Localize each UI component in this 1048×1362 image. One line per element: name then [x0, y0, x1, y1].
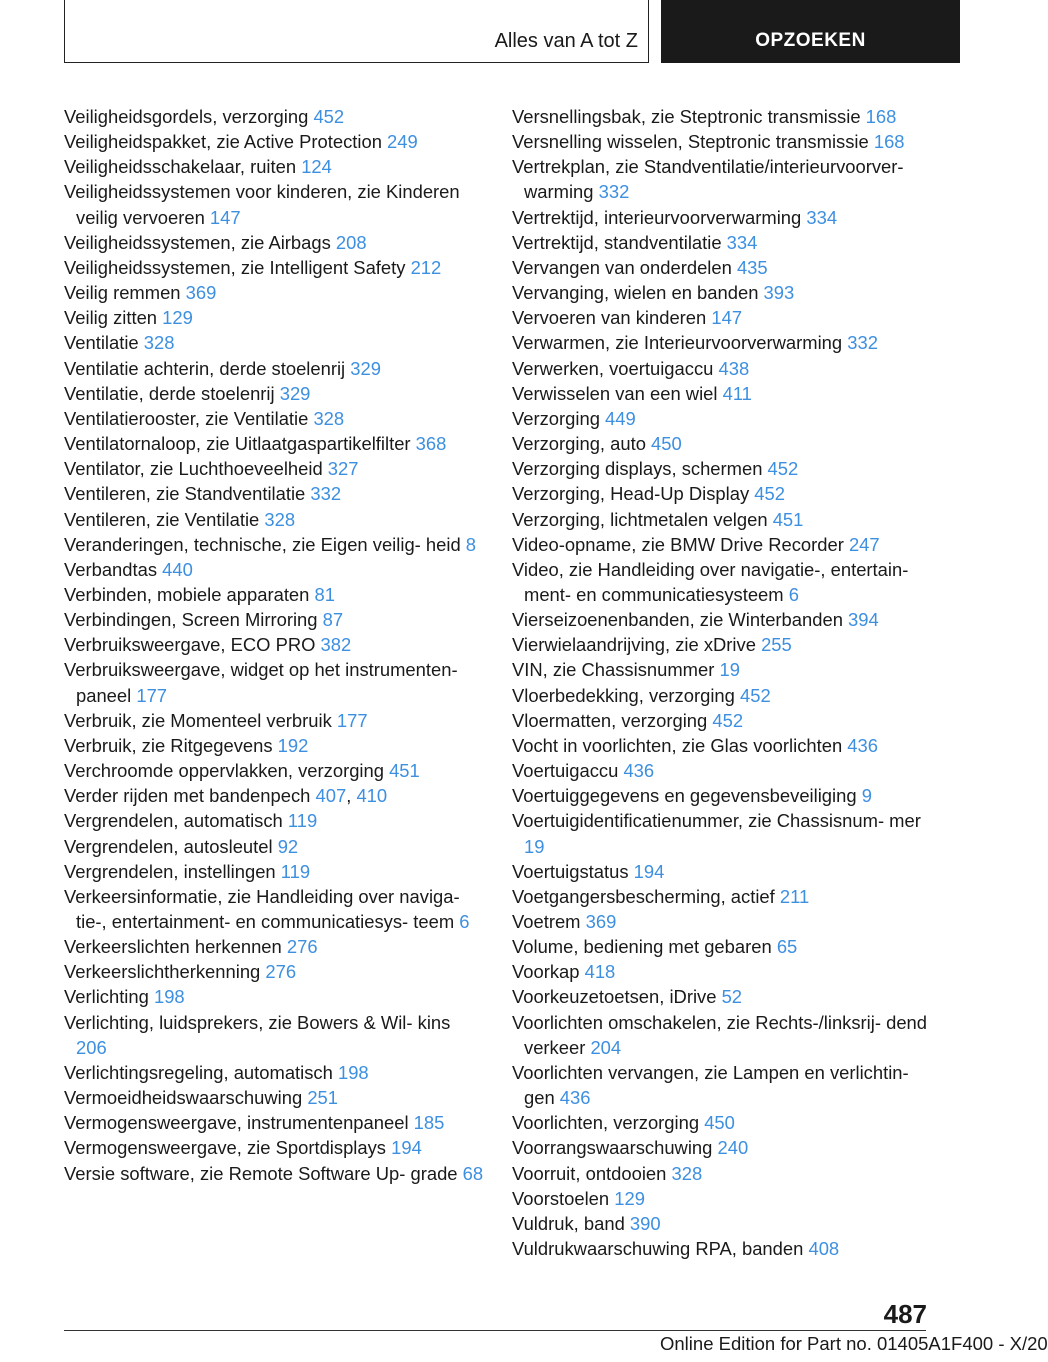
page-link[interactable]: 328	[143, 332, 175, 354]
page-link[interactable]: 6	[459, 911, 470, 932]
page-link[interactable]: 328	[313, 407, 345, 429]
page-link[interactable]: 452	[313, 106, 345, 127]
index-entry: Verder rijden met bandenpech 407, 410	[64, 785, 388, 807]
index-entry	[512, 356, 932, 381]
index-entry-text: Vuldrukwaarschuwing RPA, banden	[512, 1238, 809, 1260]
page-link[interactable]: 332	[598, 181, 630, 203]
index-entry-text: Veiligheidssystemen, zie Airbags	[64, 231, 336, 253]
index-entry	[64, 582, 484, 607]
page-link[interactable]: 168	[873, 131, 905, 153]
page-link[interactable]: 440	[162, 558, 193, 580]
page-link[interactable]: 452	[767, 458, 799, 480]
index-entry	[512, 1060, 932, 1110]
index-entry	[512, 632, 932, 657]
page-link[interactable]: 329	[279, 382, 311, 404]
index-entry-text: Verlichting, luidsprekers, zie Bowers & Wil- kins	[64, 1011, 451, 1033]
page-link[interactable]: 119	[287, 810, 318, 832]
index-entry	[512, 758, 932, 783]
page-link[interactable]: 451	[772, 508, 804, 530]
index-entry-text: Vergrendelen, autosleutel	[64, 835, 278, 857]
index-entry	[512, 481, 932, 506]
page-link[interactable]: 368	[415, 433, 447, 455]
index-entry	[64, 129, 484, 154]
page-link[interactable]: 194	[633, 860, 665, 882]
page-link[interactable]: 390	[629, 1212, 661, 1234]
index-entry	[64, 507, 484, 532]
index-entry	[64, 1135, 484, 1160]
index-entry-text: Voorkap	[512, 961, 585, 983]
page-link[interactable]: 369	[585, 911, 617, 932]
index-entry	[64, 230, 484, 255]
index-entry-text: Voetrem	[512, 911, 586, 932]
page-link[interactable]: 451	[389, 760, 420, 782]
page-link[interactable]: 450	[704, 1112, 735, 1134]
index-entry-text: Voorlichten vervangen, zie Lampen en verlichtin- gen	[512, 1061, 909, 1109]
index-entry	[64, 834, 484, 859]
index-entry-text: Voorlichten, verzorging	[512, 1112, 705, 1134]
index-entry-text: Voertuigaccu	[512, 760, 624, 782]
page-link[interactable]: 6	[788, 583, 799, 605]
page-link[interactable]: 198	[153, 986, 185, 1008]
index-entry-text: Verwerken, voertuigaccu	[512, 357, 719, 379]
index-entry-text: Voertuigstatus	[512, 860, 634, 882]
tab-opzoeken[interactable]: OPZOEKEN	[661, 0, 960, 63]
index-entry-text: Veiligheidsschakelaar, ruiten	[64, 156, 302, 178]
index-entry	[64, 1010, 484, 1060]
index-entry-text: Veranderingen, technische, zie Eigen veilig- heid	[64, 533, 466, 555]
index-entry	[512, 1135, 932, 1160]
index-entry-text: Veilig remmen	[64, 282, 186, 304]
page-link[interactable]: 8	[465, 533, 477, 555]
section-title: Alles van A tot Z	[494, 30, 638, 52]
index-entry-text: Verder rijden met bandenpech	[64, 785, 316, 807]
index-entry-text: Ventilatornaloop, zie Uitlaatgaspartikelfilter	[64, 433, 416, 455]
index-entry-text: Veilig zitten	[64, 307, 163, 329]
index-entry	[512, 1161, 932, 1186]
page-link[interactable]: 240	[717, 1137, 749, 1159]
index-entry	[64, 431, 484, 456]
page-link[interactable]: 334	[726, 231, 758, 253]
index-entry-text: Verbinden, mobiele apparaten	[64, 583, 315, 605]
page-link[interactable]: 276	[286, 936, 318, 958]
index-column-right	[512, 104, 932, 1261]
page-link[interactable]: 394	[848, 609, 879, 631]
index-entry	[512, 733, 932, 758]
index-entry	[512, 1110, 932, 1135]
index-entry	[64, 934, 484, 959]
index-entry	[512, 683, 932, 708]
index-entry	[64, 708, 484, 733]
page-link[interactable]: 436	[559, 1087, 591, 1109]
index-entry-text: Verzorging, auto	[512, 433, 652, 455]
index-entry	[64, 557, 484, 582]
index-entry	[64, 532, 484, 557]
index-entry-text: Verzorging, lichtmetalen velgen	[512, 508, 773, 530]
index-entry-text: Vervanging, wielen en banden	[512, 282, 764, 304]
index-entry-text: Verwisselen van een wiel	[512, 382, 723, 404]
index-entry-text: Verzorging, Head-Up Display	[512, 483, 755, 505]
index-entry-text: Verbruiksweergave, ECO PRO	[64, 634, 321, 656]
index-entry-text: Vertrektijd, standventilatie	[512, 231, 727, 253]
page-link[interactable]: 68	[462, 1162, 484, 1184]
index-entry	[64, 305, 484, 330]
index-entry	[512, 330, 932, 355]
page-link[interactable]: 247	[848, 533, 880, 555]
index-entry-text: Verkeerslichtherkenning	[64, 961, 266, 983]
index-entry-text: Verkeersinformatie, zie Handleiding over naviga- tie-, entertainment- en communicatiesys- teem	[64, 885, 460, 932]
index-entry	[64, 632, 484, 657]
index-entry-text: Verbindingen, Screen Mirroring	[64, 609, 323, 631]
page-link[interactable]: 9	[861, 785, 872, 807]
index-entry-text: Verwarmen, zie Interieurvoorverwarming	[512, 332, 848, 354]
index-entry	[64, 104, 484, 129]
page-link[interactable]: 177	[136, 684, 168, 706]
index-entry	[512, 984, 932, 1009]
index-entry	[512, 230, 932, 255]
index-entry	[512, 1186, 932, 1211]
index-entry-text: Vermogensweergave, instrumentenpaneel	[64, 1112, 414, 1134]
page-link[interactable]: 328	[264, 508, 296, 530]
index-entry	[512, 205, 932, 230]
index-entry-text: Ventileren, zie Ventilatie	[64, 508, 265, 530]
index-entry-text: Vermoeidheidswaarschuwing	[64, 1087, 308, 1109]
page-link[interactable]: 87	[322, 609, 344, 631]
index-entry-text: Vertrekplan, zie Standventilatie/interieurvoorver- warming	[512, 156, 904, 203]
page-link[interactable]: 147	[711, 307, 743, 329]
index-entry-text: Verbruik, zie Momenteel verbruik	[64, 709, 337, 731]
index-entry	[512, 959, 932, 984]
index-entry	[512, 808, 932, 858]
index-entry-text: Verbruiksweergave, widget op het instrumenten- paneel	[64, 659, 458, 706]
index-entry	[512, 129, 932, 154]
page-link[interactable]: 185	[413, 1112, 445, 1134]
page-link[interactable]: 192	[277, 734, 309, 756]
index-entry	[64, 859, 484, 884]
index-entry-text: Video-opname, zie BMW Drive Recorder	[512, 533, 849, 555]
page-link[interactable]: 436	[623, 760, 655, 782]
index-entry	[512, 406, 932, 431]
index-entry	[64, 381, 484, 406]
page-link[interactable]: 129	[162, 307, 193, 329]
index-entry-text: Vertrektijd, interieurvoorverwarming	[512, 206, 807, 228]
index-entry	[512, 859, 932, 884]
index-entry	[64, 179, 484, 229]
page-link[interactable]: 81	[314, 583, 335, 605]
index-entry	[64, 884, 484, 934]
index-entry	[64, 255, 484, 280]
index-entry-text: Vloerbedekking, verzorging	[512, 684, 740, 706]
page-link[interactable]: 411	[722, 382, 752, 404]
index-entry	[64, 1110, 484, 1135]
index-entry	[512, 557, 932, 607]
index-entry-text: Vermogensweergave, zie Sportdisplays	[64, 1137, 392, 1159]
page-link[interactable]: 329	[350, 357, 381, 379]
index-entry	[512, 255, 932, 280]
page-link[interactable]: 328	[671, 1162, 703, 1184]
page-link[interactable]: 382	[320, 634, 352, 656]
page-link[interactable]: 410	[356, 785, 388, 807]
page-link[interactable]: 251	[307, 1087, 338, 1109]
page-link[interactable]: 168	[865, 106, 897, 127]
index-entry-text: Volume, bediening met gebaren	[512, 936, 777, 958]
index-entry	[64, 607, 484, 632]
index-entry	[512, 305, 932, 330]
index-entry	[512, 431, 932, 456]
index-entry-text: Ventilatie, derde stoelenrij	[64, 382, 280, 404]
index-entry	[64, 808, 484, 833]
page-link[interactable]: 206	[76, 1036, 107, 1058]
index-entry-text: Ventilatierooster, zie Ventilatie	[64, 407, 314, 429]
index-entry	[64, 959, 484, 984]
index-entry-text: Verchroomde oppervlakken, verzorging	[64, 760, 390, 782]
footer-divider	[64, 1330, 926, 1331]
index-entry-text: Vervangen van onderdelen	[512, 256, 737, 278]
index-entry	[64, 984, 484, 1009]
index-entry-text: Ventilatie	[64, 332, 144, 354]
index-entry-text: Veiligheidspakket, zie Active Protection	[64, 131, 388, 153]
page-link[interactable]: 19	[719, 659, 740, 681]
page-link[interactable]: 450	[651, 433, 682, 455]
index-entry	[512, 154, 932, 204]
index-entry-text: Vervoeren van kinderen	[512, 307, 712, 329]
index-entry-text: Verlichtingsregeling, automatisch	[64, 1061, 338, 1083]
index-entry-text: Veiligheidsgordels, verzorging	[64, 106, 314, 127]
index-entry	[512, 456, 932, 481]
index-entry-text: Verkeerslichten herkennen	[64, 936, 287, 958]
index-entry-text: VIN, zie Chassisnummer	[512, 659, 720, 681]
index-entry	[64, 1060, 484, 1085]
page-link[interactable]: 177	[336, 709, 368, 731]
index-entry	[512, 1211, 932, 1236]
index-entry	[512, 532, 932, 557]
index-entry-text: Versnellingsbak, zie Steptronic transmissie	[512, 106, 866, 127]
page-link[interactable]: 19	[524, 835, 545, 857]
index-entry	[512, 708, 932, 733]
page-link[interactable]: 119	[280, 860, 311, 882]
page-link[interactable]: 276	[265, 961, 297, 983]
index-entry	[512, 884, 932, 909]
page-link[interactable]: 332	[310, 483, 342, 505]
page-link[interactable]: 124	[301, 156, 332, 178]
index-entry-text: Verzorging displays, schermen	[512, 458, 768, 480]
index-entry	[64, 1085, 484, 1110]
index-entry-text: Ventileren, zie Standventilatie	[64, 483, 311, 505]
index-entry	[64, 733, 484, 758]
page-link[interactable]: 332	[847, 332, 878, 354]
page-link[interactable]: 208	[335, 231, 367, 253]
page-link[interactable]: 334	[806, 206, 838, 228]
index-entry-text: Ventilator, zie Luchthoeveelheid	[64, 458, 328, 480]
page-link[interactable]: 129	[614, 1187, 645, 1209]
index-entry-text: Veiligheidssystemen voor kinderen, zie Kinderen veilig vervoeren	[64, 181, 460, 228]
page-link[interactable]: 204	[590, 1036, 622, 1058]
footer-edition: Online Edition for Part no. 01405A1F400 - X/20	[660, 1333, 1048, 1354]
index-entry	[512, 909, 932, 934]
index-entry	[64, 657, 484, 707]
page-link[interactable]: 198	[337, 1061, 369, 1083]
page-link[interactable]: 65	[776, 936, 798, 958]
index-entry-text: Voorlichten omschakelen, zie Rechts-/linksrij- dend verkeer	[512, 1011, 928, 1058]
page-link[interactable]: 438	[718, 357, 750, 379]
index-entry-text: Verzorging	[512, 407, 606, 429]
index-entry-text: Vierseizoenenbanden, zie Winterbanden	[512, 609, 849, 631]
index-entry-text: Vierwielaandrijving, zie xDrive	[512, 634, 762, 656]
index-entry	[512, 783, 932, 808]
index-entry-text: Vergrendelen, instellingen	[64, 860, 281, 882]
index-column-left	[64, 104, 484, 1186]
page-link[interactable]: 408	[808, 1238, 840, 1260]
index-entry-text: Vergrendelen, automatisch	[64, 810, 288, 832]
page-number: 487	[883, 1299, 927, 1329]
page-link[interactable]: 369	[185, 282, 217, 304]
index-entry	[64, 456, 484, 481]
index-entry-text: Voorstoelen	[512, 1187, 615, 1209]
index-entry-text: Versnelling wisselen, Steptronic transmissie	[512, 131, 874, 153]
page-link[interactable]: 449	[605, 407, 636, 429]
index-entry-text: Video, zie Handleiding over navigatie-, entertain- ment- en communicatiesysteem	[512, 558, 909, 605]
page-link[interactable]: 452	[754, 483, 785, 505]
index-entry-text: Voetgangersbescherming, actief	[512, 885, 780, 907]
index-entry	[512, 507, 932, 532]
index-entry	[512, 381, 932, 406]
page-link[interactable]: 249	[387, 131, 418, 153]
index-entry-text: Voorkeuzetoetsen, iDrive	[512, 986, 722, 1008]
index-entry-text: Voertuigidentificatienummer, zie Chassisnum- mer	[512, 810, 921, 832]
page-link[interactable]: 194	[391, 1137, 422, 1159]
page-link[interactable]: 211	[779, 885, 810, 907]
page-link[interactable]: 255	[761, 634, 792, 656]
page-link[interactable]: 327	[327, 458, 359, 480]
index-entry	[512, 607, 932, 632]
index-entry-text: Verlichting	[64, 986, 154, 1008]
page-link[interactable]: 452	[712, 709, 744, 731]
index-entry	[64, 154, 484, 179]
index-entry	[512, 934, 932, 959]
index-entry-text: Verbandtas	[64, 558, 163, 580]
page-link[interactable]: 52	[721, 986, 743, 1008]
index-entry-text: Voorruit, ontdooien	[512, 1162, 672, 1184]
index-entry-text: Verbruik, zie Ritgegevens	[64, 734, 278, 756]
index-entry	[64, 356, 484, 381]
index-entry-text: Vuldruk, band	[512, 1212, 630, 1234]
index-entry-text: Ventilatie achterin, derde stoelenrij	[64, 357, 351, 379]
page-link[interactable]: 393	[763, 282, 795, 304]
index-entry	[64, 1161, 484, 1186]
index-entry	[512, 657, 932, 682]
index-entry	[512, 1236, 932, 1261]
index-entry-text: Vloermatten, verzorging	[512, 709, 713, 731]
page-link[interactable]: 407	[315, 785, 347, 807]
page-link[interactable]: 212	[410, 256, 442, 278]
index-entry	[64, 481, 484, 506]
index-entry	[64, 406, 484, 431]
index-entry-text: Voorrangswaarschuwing	[512, 1137, 718, 1159]
index-entry-text: Vocht in voorlichten, zie Glas voorlichten	[512, 734, 848, 756]
index-entry	[512, 280, 932, 305]
index-entry	[512, 104, 932, 129]
index-entry	[512, 1010, 932, 1060]
index-entry	[64, 330, 484, 355]
index-entry	[64, 280, 484, 305]
page-link[interactable]: 436	[847, 734, 878, 756]
page-link[interactable]: 92	[277, 835, 299, 857]
index-entry-text: Voertuiggegevens en gegevensbeveiliging	[512, 785, 862, 807]
page-link[interactable]: 435	[736, 256, 768, 278]
page-link[interactable]: 147	[209, 206, 241, 228]
index-entry	[64, 758, 484, 783]
index-entry-text: Versie software, zie Remote Software Up- grade	[64, 1162, 463, 1184]
page-link[interactable]: 418	[584, 961, 616, 983]
index-entry-text: Veiligheidssystemen, zie Intelligent Safety	[64, 256, 411, 278]
page-link[interactable]: 452	[739, 684, 771, 706]
